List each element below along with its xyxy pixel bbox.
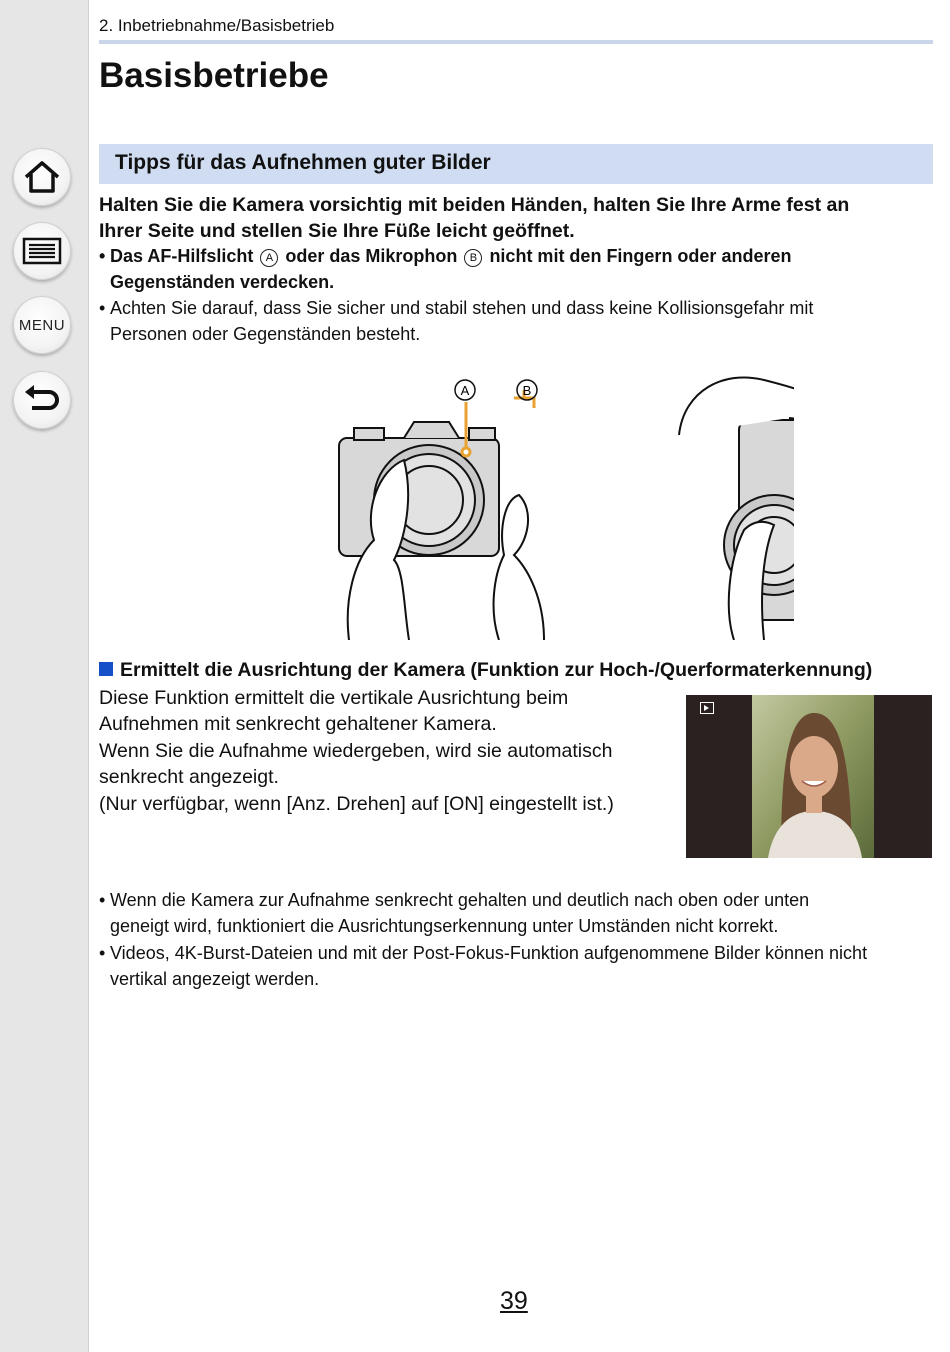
note-item [99,887,939,940]
breadcrumb: 2. Inbetriebnahme/Basisbetrieb [99,16,335,35]
orientation-line: Diese Funktion ermittelt die vertikale Ausrichtung beim [99,687,569,709]
bullet-dot: • [99,298,106,318]
bullet-text: Achten Sie darauf, dass Sie sicher und stabil stehen und dass keine Kollisionsgefahr mit [110,298,814,318]
orientation-description [99,685,669,817]
front-camera-drawing [339,390,544,640]
note-item [99,940,939,993]
lead-line: Halten Sie die Kamera vorsichtig mit beiden Händen, halten Sie Ihre Arme fest an [99,194,850,216]
toc-button[interactable] [13,222,71,280]
back-arrow-icon [22,382,62,418]
bullet-dot: • [99,942,106,963]
orientation-line: Wenn Sie die Aufnahme wiedergeben, wird sie automatisch [99,739,613,762]
home-button[interactable] [13,148,71,206]
note-text: Videos, 4K-Burst-Dateien und mit der Post-Fokus-Funktion aufgenommene Bilder können nicht [110,942,868,963]
camera-holding-illustration [244,360,794,640]
bullet-text: Gegenständen verdecken. [110,272,335,292]
list-icon [22,237,62,265]
back-button[interactable] [13,371,71,429]
heading-square-icon [99,662,113,676]
orientation-line: senkrecht angezeigt. [99,766,279,789]
marker-a: A [260,249,278,267]
bullet-dot: • [99,246,106,266]
portrait-photo [686,695,932,858]
bullet-text: oder das Mikrophon [285,246,458,266]
page-title: Basisbetriebe [99,56,329,95]
notes-list [99,887,939,993]
note-text: geneigt wird, funktioniert die Ausrichtungserkennung unter Umständen nicht korrekt. [110,916,779,937]
bullet-text: Das AF-Hilfslicht [110,246,254,266]
bullet-text: nicht mit den Fingern oder anderen [489,246,792,266]
bullet-text: Personen oder Gegenständen besteht. [110,324,421,344]
header-rule [99,40,933,44]
note-text: Wenn die Kamera zur Aufnahme senkrecht gehalten und deutlich nach oben oder unten [110,890,810,910]
marker-b: B [464,249,482,267]
orientation-heading-text: Ermittelt die Ausrichtung der Kamera (Funktion zur Hoch-/Querformaterkennung) [120,659,873,681]
lead-text [99,192,933,244]
lead-line: Ihrer Seite und stellen Sie Ihre Füße leicht geöffnet. [99,220,575,242]
orientation-heading [99,659,939,682]
playback-preview-image [686,695,932,858]
bullet-af-light [99,243,933,295]
illustration-label-a: A [460,383,470,398]
orientation-line: (Nur verfügbar, wenn [Anz. Drehen] auf [ON] eingestellt ist.) [99,792,614,815]
vertical-camera-drawing [679,377,794,640]
section-heading-bar [99,144,933,184]
orientation-line: Aufnehmen mit senkrecht gehaltener Kamera. [99,713,497,736]
bullet-stability [99,295,933,347]
note-text: vertikal angezeigt werden. [110,969,320,990]
page-number: 39 [500,1287,528,1315]
menu-button[interactable] [13,296,71,354]
sidebar [0,0,89,1352]
section-title: Tipps für das Aufnehmen guter Bilder [115,151,491,174]
menu-label: MENU [18,316,66,334]
home-icon [22,159,62,195]
bullet-dot: • [99,890,106,910]
illustration-label-b: B [522,383,532,398]
